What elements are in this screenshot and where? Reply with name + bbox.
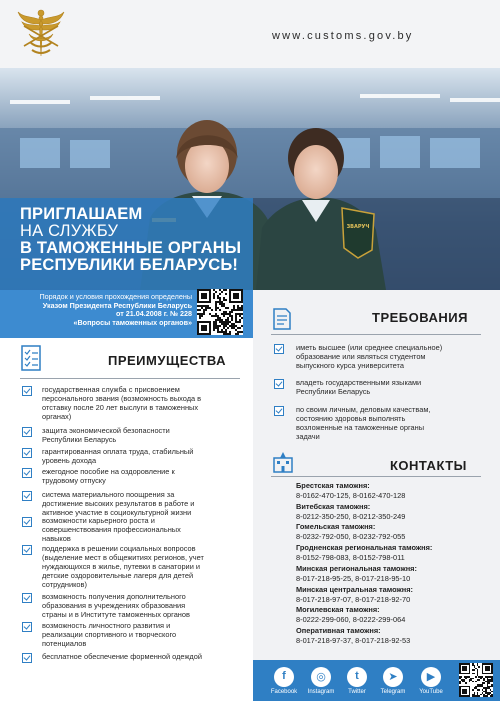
advantage-item (42, 621, 247, 648)
advantage-item-line: возможности карьерного роста и (42, 516, 155, 525)
advantage-checkbox-icon (22, 427, 32, 437)
contact-office-name: Брестская таможня: (296, 481, 370, 490)
requirements-document-icon (271, 307, 293, 331)
qr-module (491, 681, 493, 683)
requirement-item-line: по своим личным, деловым качествам, (296, 405, 431, 414)
advantage-item-line: система материального поощрения за (42, 490, 175, 499)
qr-module (219, 293, 221, 295)
advantage-checkbox-icon (22, 517, 32, 527)
qr-module (469, 681, 471, 683)
advantage-item-line: поддержка в решении социальных вопросов (42, 544, 196, 553)
requirement-item-line: иметь высшее (или среднее специальное) (296, 343, 443, 352)
advantage-item-line: возможность получения дополнительного (42, 592, 186, 601)
contact-phone-numbers[interactable]: 8-0152-798-083, 8-0152-798-011 (296, 553, 405, 563)
requirement-item (296, 405, 486, 441)
contact-office-name: Минская региональная таможня: (296, 563, 417, 573)
social-label[interactable]: Telegram (380, 689, 406, 695)
advantages-divider (20, 378, 240, 379)
advantages-title: ПРЕИМУЩЕСТВА (108, 353, 226, 368)
advantage-item-line: трудовому отпуску (42, 476, 106, 485)
headline-line-4: РЕСПУБЛИКИ БЕЛАРУСЬ! (20, 256, 239, 274)
qr-module (474, 673, 476, 675)
qr-module (241, 331, 243, 333)
contacts-divider (271, 476, 481, 477)
qr-module (227, 327, 229, 329)
qr-module (241, 317, 243, 319)
advantage-item (42, 426, 247, 444)
advantage-checkbox-icon (22, 593, 32, 603)
advantage-item-line: детские оздоровительные лагеря для детей (42, 571, 194, 580)
qr-module (487, 695, 489, 697)
requirement-item-line: Республики Беларусь (296, 387, 371, 396)
headline (20, 206, 241, 274)
advantage-item-line: гарантированная оплата труда, стабильный (42, 447, 194, 456)
requirement-item-line: состоянию здоровья выполнять (296, 414, 406, 423)
qr-module (491, 695, 493, 697)
contacts-building-icon (271, 450, 295, 474)
contact-office-name: Гомельская таможня: (296, 522, 376, 532)
qr-module (219, 325, 221, 327)
instagram-icon[interactable] (311, 667, 331, 687)
qr-module (475, 681, 477, 683)
social-label[interactable]: YouTube (419, 689, 443, 695)
advantage-checkbox-icon (22, 468, 32, 478)
contact-phone-numbers[interactable]: 8-0162-470-125, 8-0162-470-128 (296, 491, 406, 500)
telegram-icon[interactable] (383, 667, 403, 687)
qr-module (225, 293, 227, 295)
advantage-item-line: страны и в Институте таможенных органов (42, 610, 190, 619)
social-label[interactable]: Twitter (348, 689, 366, 695)
requirement-item-line: выпускного курса университета (296, 361, 404, 370)
advantage-item-line: отставку после 20 лет выслуги в таможенных (42, 403, 199, 412)
advantage-item-line: нуждающихся в жилье, путевки в санатории и (42, 562, 200, 571)
qr-module (239, 321, 241, 323)
advantage-item-line: достижение высоких результатов в работе и (42, 499, 195, 508)
requirements-title: ТРЕБОВАНИЯ (372, 310, 468, 325)
contact-office-name: Оперативная таможня: (296, 625, 381, 635)
qr-module (221, 291, 223, 293)
qr-module (241, 309, 243, 311)
social-glyph: ▶ (426, 671, 436, 683)
decree-line-1: Порядок и условия прохождения определены (39, 292, 192, 301)
advantage-item-line: навыков (42, 534, 71, 543)
qr-module (478, 689, 480, 691)
headline-line-1: ПРИГЛАШАЕМ (20, 205, 143, 223)
advantage-item-line: бесплатное обеспечение форменной одеждой (42, 652, 202, 661)
qr-module (478, 679, 480, 681)
youtube-icon[interactable] (421, 667, 441, 687)
qr-module (472, 681, 474, 683)
advantage-item-line: государственная служба с присвоением (42, 385, 180, 394)
contact-office-name: Витебская таможня: (296, 501, 371, 511)
advantages-checklist-icon (20, 344, 44, 372)
social-glyph: ➤ (388, 671, 398, 683)
contact-office-name: Гродненская региональная таможня: (296, 543, 433, 553)
qr-module (199, 317, 201, 319)
qr-module (480, 678, 482, 680)
contact-phone-numbers[interactable]: 8-0212-350-250, 8-0212-350-249 (296, 511, 406, 521)
advantage-checkbox-icon (22, 491, 32, 501)
advantage-item-line: возможность личностного развития и (42, 621, 171, 630)
qr-finder-mark (201, 325, 207, 331)
requirement-item (296, 343, 486, 370)
qr-finder-mark (201, 293, 207, 299)
qr-module (201, 315, 203, 317)
advantage-item (42, 652, 247, 661)
qr-module (241, 325, 243, 327)
decree-text (6, 293, 192, 328)
qr-module (474, 669, 476, 671)
qr-module (211, 309, 213, 311)
qr-module (229, 333, 231, 335)
qr-module (213, 297, 215, 299)
qr-module (237, 333, 239, 335)
contact-phone-numbers[interactable]: 8-0222-299-060, 8-0222-299-064 (296, 615, 406, 625)
qr-module (472, 678, 474, 680)
qr-module (203, 313, 205, 315)
advantage-item-line: активное участие в социокультурной жизни (42, 508, 192, 517)
qr-module (241, 313, 243, 315)
qr-module (472, 689, 474, 691)
advantage-item-line: образования в учреждениях образования (42, 601, 186, 610)
qr-module (491, 691, 493, 693)
advantage-item-line: ежегодное пособие на оздоровление к (42, 467, 175, 476)
contact-phone-numbers[interactable]: 8-017-218-97-37, 8-017-218-92-53 (296, 635, 411, 645)
header (0, 0, 500, 68)
advantage-item-line: органах) (42, 412, 72, 421)
requirement-checkbox-icon (274, 379, 284, 389)
qr-module (225, 289, 227, 291)
facebook-icon[interactable] (274, 667, 294, 687)
qr-module (478, 666, 480, 668)
advantage-item-line: совершенствования профессиональных (42, 525, 181, 534)
customs-emblem-icon (14, 6, 68, 62)
requirement-item-line: владеть государственными языками (296, 378, 422, 387)
requirement-item-line: возложенные на таможенные органы (296, 423, 425, 432)
advantage-item (42, 490, 247, 517)
social-glyph: ◎ (316, 671, 326, 683)
advantage-item (42, 385, 247, 421)
qr-module (465, 678, 467, 680)
decree-line-3: от 21.04.2008 г. № 228 (116, 309, 192, 319)
qr-module (227, 307, 229, 309)
advantage-checkbox-icon (22, 653, 32, 663)
requirement-item-line: образование или являться студентом (296, 352, 426, 361)
qr-module (213, 329, 215, 331)
qr-module (459, 682, 461, 684)
qr-module (488, 682, 490, 684)
qr-module (465, 682, 467, 684)
advantage-item-line: потенциалов (42, 639, 87, 648)
contact-office-name: Могилевская таможня: (296, 605, 380, 615)
advantage-item-line: Республики Беларусь (42, 435, 117, 444)
qr-module (215, 309, 217, 311)
qr-module (225, 299, 227, 301)
website-url[interactable]: www.customs.gov.by (272, 30, 414, 42)
qr-module (215, 291, 217, 293)
requirement-item (296, 378, 486, 396)
qr-module (219, 309, 221, 311)
qr-module (223, 315, 225, 317)
advantage-item-line: уровень дохода (42, 456, 97, 465)
qr-finder-mark (462, 689, 467, 694)
qr-finder-mark (462, 666, 467, 671)
social-label[interactable]: Instagram (307, 689, 335, 695)
qr-module (239, 327, 241, 329)
contacts-title: КОНТАКТЫ (390, 458, 467, 473)
advantage-item-line: защита экономической безопасности (42, 426, 170, 435)
social-glyph: t (355, 670, 359, 682)
advantage-item-line: реализации спортивного и творческого (42, 630, 177, 639)
advantage-checkbox-icon (22, 622, 32, 632)
footer-qr-code[interactable] (459, 663, 493, 697)
contact-office-name: Минская центральная таможня: (296, 584, 413, 594)
qr-module (478, 695, 480, 697)
qr-module (491, 686, 493, 688)
svg-text:ЗВАРУЧ: ЗВАРУЧ (346, 224, 370, 230)
decree-qr-code[interactable] (197, 289, 243, 335)
qr-module (475, 676, 477, 678)
advantage-checkbox-icon (22, 448, 32, 458)
contact-phone-numbers[interactable]: 8-0232-792-050, 8-0232-792-055 (296, 532, 406, 542)
qr-finder-mark (485, 666, 490, 671)
advantage-item-line: (выделение мест в общежитиях регионов, учет (42, 553, 204, 562)
qr-module (461, 676, 463, 678)
requirements-divider (271, 334, 481, 335)
advantage-item (42, 544, 247, 589)
headline-line-2: НА СЛУЖБУ (20, 222, 119, 240)
advantage-item (42, 467, 247, 485)
twitter-icon[interactable] (347, 667, 367, 687)
advantage-item (42, 592, 247, 619)
requirement-checkbox-icon (274, 406, 284, 416)
qr-module (480, 694, 482, 696)
requirement-item-line: задачи (296, 432, 320, 441)
decree-line-4: «Вопросы таможенных органов» (73, 318, 192, 328)
qr-module (231, 311, 233, 313)
social-glyph: f (282, 670, 286, 682)
advantage-checkbox-icon (22, 545, 32, 555)
qr-finder-mark (233, 293, 239, 299)
qr-module (483, 682, 485, 684)
qr-module (199, 309, 201, 311)
advantage-item (42, 516, 247, 543)
requirement-checkbox-icon (274, 344, 284, 354)
decree-line-2: Указом Президента Республики Беларусь (42, 300, 192, 310)
advantage-item-line: сотрудников) (42, 580, 87, 589)
social-label[interactable]: Facebook (270, 689, 298, 695)
contact-phone-numbers[interactable]: 8-017-218-97-07, 8-017-218-92-70 (296, 594, 411, 604)
contact-phone-numbers[interactable]: 8-017-218-95-25, 8-017-218-95-10 (296, 573, 411, 583)
headline-line-3: В ТАМОЖЕННЫЕ ОРГАНЫ (20, 239, 242, 257)
advantage-checkbox-icon (22, 386, 32, 396)
qr-module (231, 319, 233, 321)
advantage-item-line: персонального звания (возможность выхода в (42, 394, 202, 403)
qr-module (205, 309, 207, 311)
advantage-item (42, 447, 247, 465)
